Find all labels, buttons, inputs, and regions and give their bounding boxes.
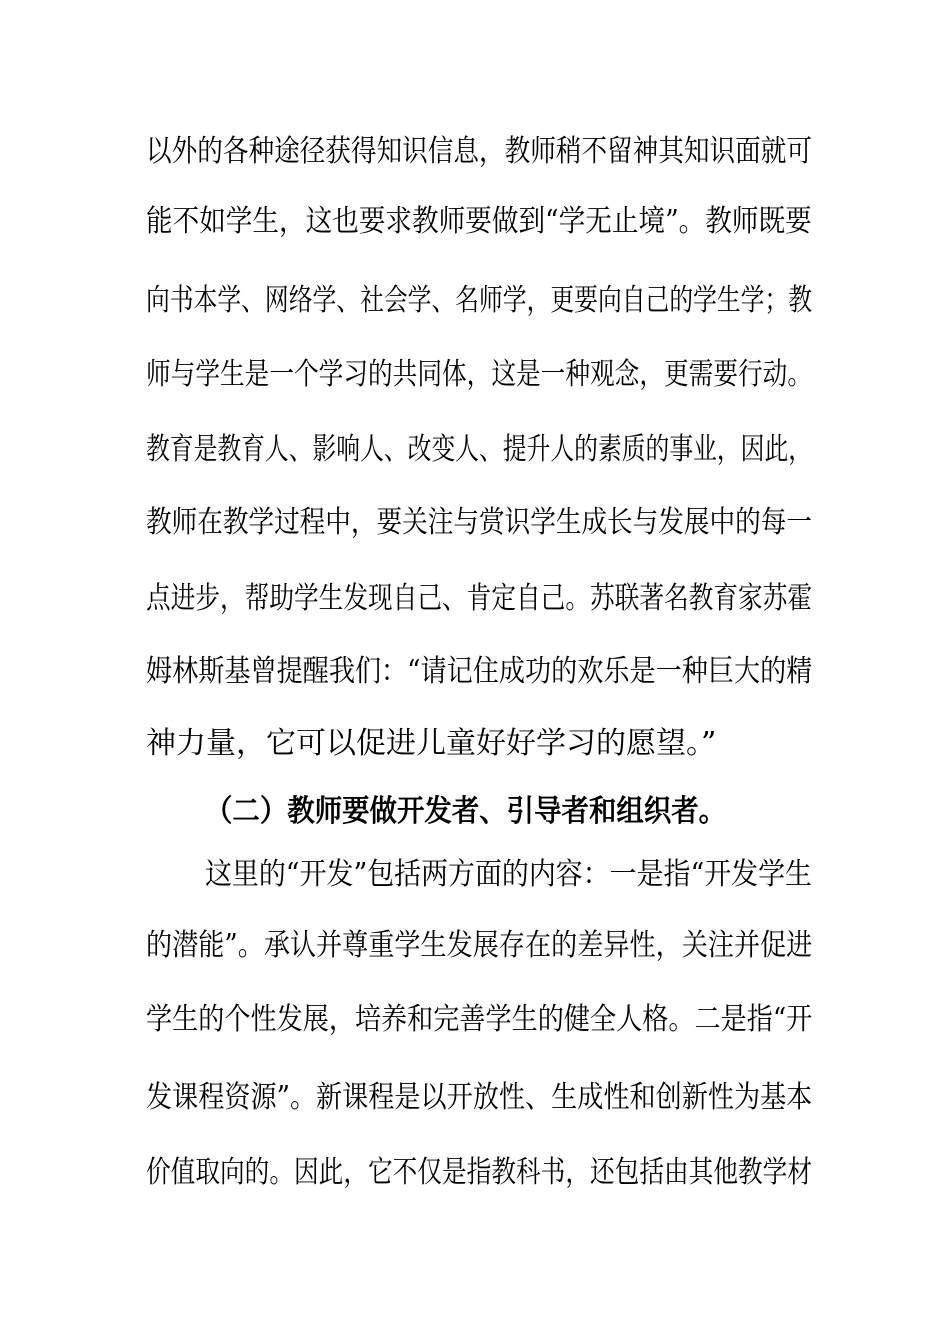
paragraph-line: 教师在教学过程中，要关注与赏识学生成长与发展中的每一 [146,505,812,540]
paragraph-line: 点进步，帮助学生发现自己、肯定自己。苏联著名教育家苏霍 [146,581,812,616]
paragraph-line: 教育是教育人、影响人、改变人、提升人的素质的事业，因此， [146,432,813,467]
paragraph-line: 学生的个性发展，培养和完善学生的健全人格。二是指“开 [146,1002,813,1037]
paragraph-line: 这里的“开发”包括两方面的内容：一是指“开发学生 [205,857,812,892]
paragraph-line: 姆林斯基曾提醒我们：“请记住成功的欢乐是一种巨大的精 [146,654,813,689]
paragraph-line: 价值取向的。因此，它不仅是指教科书，还包括由其他教学材 [146,1155,812,1190]
paragraph-line: 能不如学生，这也要求教师要做到“学无止境”。教师既要 [146,204,812,239]
paragraph-line: 向书本学、网络学、社会学、名师学，更要向自己的学生学；教 [146,283,813,318]
paragraph-line: 以外的各种途径获得知识信息，教师稍不留神其知识面就可 [146,134,812,169]
section-heading: （二）教师要做开发者、引导者和组织者。 [205,794,727,829]
paragraph-line: 神力量，它可以促进儿童好好学习的愿望。” [146,726,717,761]
paragraph-line: 师与学生是一个学习的共同体，这是一种观念，更需要行动。 [146,357,812,392]
paragraph-line: 发课程资源”。新课程是以开放性、生成性和创新性为基本 [146,1080,813,1115]
paragraph-line: 的潜能”。承认并尊重学生发展存在的差异性，关注并促进 [146,928,813,963]
